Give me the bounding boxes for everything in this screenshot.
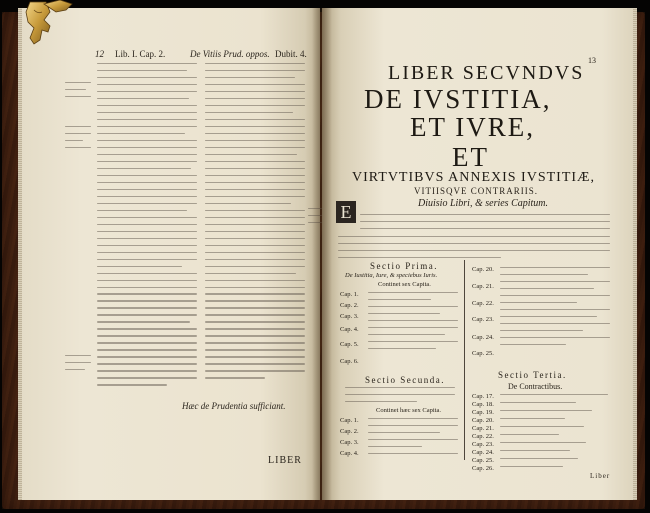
chapter-label: Cap. 3. — [340, 439, 359, 446]
left-margin-notes-2 — [65, 126, 91, 154]
left-margin-notes — [65, 82, 91, 103]
section-two-chapter-titles — [368, 418, 458, 460]
chapter-label: Cap. 2. — [340, 302, 359, 309]
contracts-chapter-titles — [500, 394, 608, 474]
book-gutter-shadow — [312, 8, 332, 500]
chapter-label: Cap. 20. — [472, 266, 494, 273]
chapter-label: Cap. 24. — [472, 334, 494, 341]
left-closing-line: Hæc de Prudentia sufficiant. — [182, 401, 286, 411]
intro-paragraph — [360, 214, 610, 235]
left-margin-notes-3 — [65, 355, 91, 376]
brass-hand-clasp-icon — [20, 0, 82, 46]
column-divider — [464, 260, 465, 460]
title-line-5: VIRTVTIBVS ANNEXIS IVSTITIÆ, — [352, 170, 595, 185]
chapter-label: Cap. 23. — [472, 316, 494, 323]
section-two-subheading-block — [345, 387, 455, 408]
chapter-label: Cap. 25. — [472, 457, 494, 464]
chapter-label: Cap. 19. — [472, 409, 494, 416]
drop-cap-initial: E — [336, 201, 356, 223]
title-line-6: VITIISQVE CONTRARIIS. — [414, 186, 538, 196]
right-column-chapter-titles — [500, 267, 610, 351]
section-one-chapter-titles — [368, 292, 458, 355]
section-three-subheading: De Contractibus. — [508, 382, 563, 391]
chapter-label: Cap. 21. — [472, 425, 494, 432]
left-running-head-topic: De Vitiis Prud. oppos. — [190, 49, 270, 59]
chapter-label: Cap. 3. — [340, 313, 359, 320]
chapter-label: Cap. 6. — [340, 358, 359, 365]
chapter-label: Cap. 5. — [340, 341, 359, 348]
section-one-heading: Sectio Prima. — [370, 261, 438, 271]
chapter-label: Cap. 1. — [340, 417, 359, 424]
section-two-note: Continet hæc sex Capita. — [376, 407, 441, 414]
chapter-label: Cap. 4. — [340, 450, 359, 457]
right-column-text — [205, 63, 305, 384]
chapter-label: Cap. 20. — [472, 417, 494, 424]
chapter-label: Cap. 18. — [472, 401, 494, 408]
left-column-text — [97, 63, 197, 391]
section-one-subheading: De Iustitia, Iure, & speciebus Iuris. — [345, 272, 438, 279]
section-three-heading: Sectio Tertia. — [498, 370, 567, 380]
chapter-label: Cap. 24. — [472, 449, 494, 456]
left-page-number: 12 — [95, 49, 104, 59]
title-line-3: ET IVRE, — [410, 112, 535, 142]
intro-paragraph-2 — [338, 236, 610, 264]
chapter-label: Cap. 21. — [472, 283, 494, 290]
left-catchword: LIBER — [268, 455, 302, 466]
division-heading: Diuisio Libri, & series Capitum. — [418, 198, 549, 209]
chapter-label: Cap. 4. — [340, 326, 359, 333]
chapter-label: Cap. 22. — [472, 433, 494, 440]
chapter-label: Cap. 25. — [472, 350, 494, 357]
chapter-label: Cap. 17. — [472, 393, 494, 400]
page-edges-right — [633, 8, 637, 500]
chapter-label: Cap. 2. — [340, 428, 359, 435]
right-page-number: 13 — [588, 56, 596, 65]
section-two-heading: Sectio Secunda. — [365, 375, 445, 385]
chapter-label: Cap. 22. — [472, 300, 494, 307]
title-line-1: LIBER SECVNDVS — [388, 62, 585, 84]
left-running-head-section: Dubit. 4. — [275, 49, 307, 59]
chapter-label: Cap. 1. — [340, 291, 359, 298]
title-line-4: ET — [452, 142, 489, 172]
title-line-2: DE IVSTITIA, — [364, 84, 552, 114]
chapter-label: Cap. 26. — [472, 465, 494, 472]
right-catchword: Liber — [590, 472, 611, 480]
left-running-head-book: Lib. I. Cap. 2. — [115, 49, 166, 59]
chapter-label: Cap. 23. — [472, 441, 494, 448]
section-one-note: Continet sex Capita. — [378, 281, 431, 288]
